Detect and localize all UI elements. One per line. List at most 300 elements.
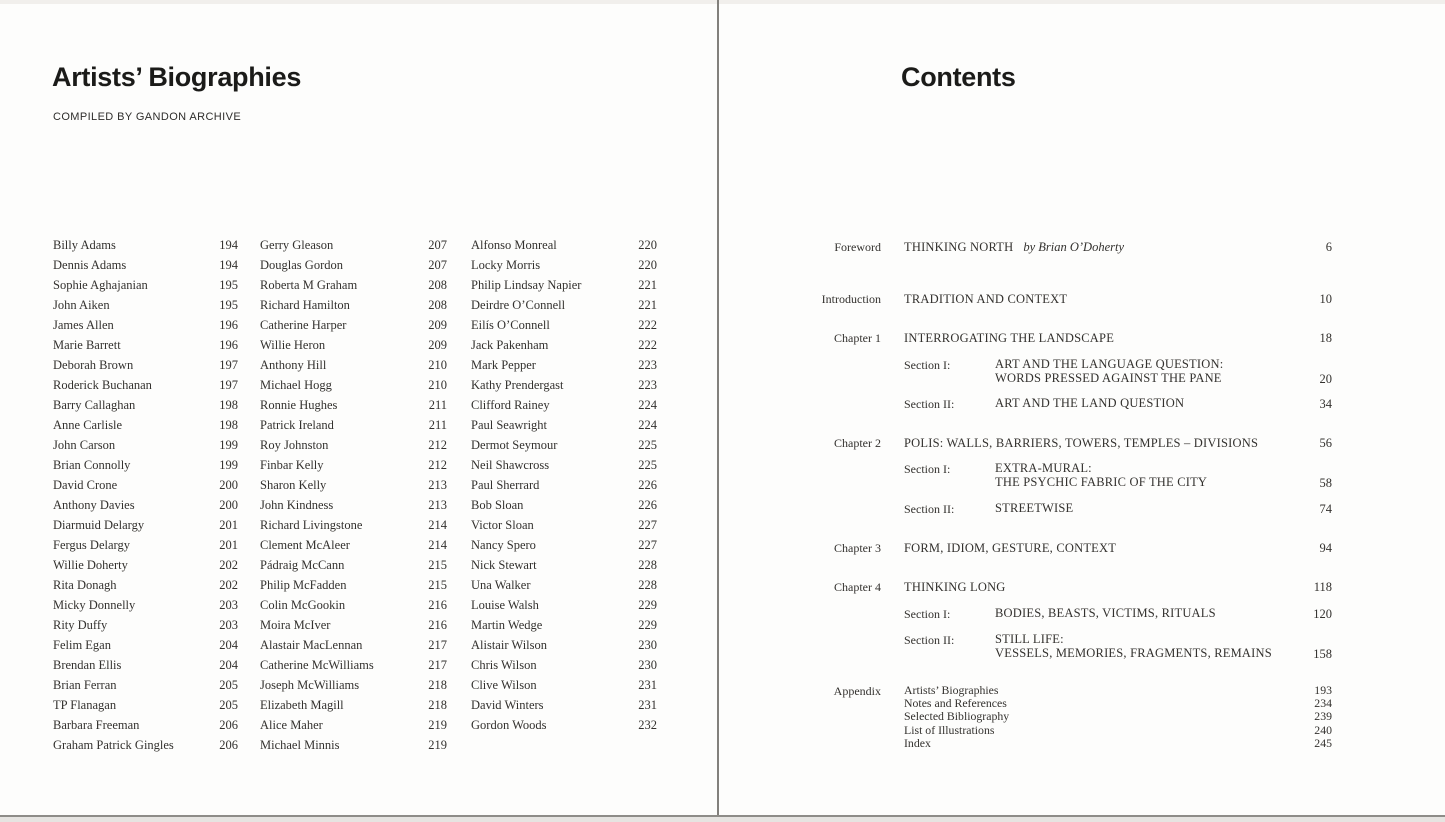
- artist-name: Deborah Brown: [53, 358, 134, 372]
- artist-name: Brian Connolly: [53, 458, 131, 472]
- bio-entry: [53, 718, 238, 738]
- bio-entry: [471, 618, 657, 638]
- appendix-item-title: Selected Bibliography: [904, 709, 1010, 724]
- bio-entry: [53, 438, 238, 458]
- appendix-item-title: Artists’ Biographies: [904, 683, 999, 697]
- artist-page-number: 208: [428, 278, 447, 292]
- bio-entry: [53, 498, 238, 518]
- toc-chapter-title: [904, 541, 1116, 556]
- artist-page-number: 210: [428, 358, 447, 372]
- toc-chapter-label: Foreword: [834, 240, 881, 254]
- artist-page-number: 229: [638, 618, 657, 632]
- bio-entry: [471, 378, 657, 398]
- artist-name: Roy Johnston: [260, 438, 329, 452]
- bio-entry: [260, 258, 447, 278]
- appendix-page-number: 234: [1314, 696, 1332, 711]
- artist-name: John Aiken: [53, 298, 110, 312]
- appendix-item: [904, 724, 1332, 737]
- artist-name: Deirdre O’Connell: [471, 298, 566, 312]
- artist-name: Catherine Harper: [260, 318, 347, 332]
- bio-entry: [53, 258, 238, 278]
- bio-entry: [260, 298, 447, 318]
- bio-entry: [471, 258, 657, 278]
- artist-name: Clive Wilson: [471, 678, 537, 692]
- artist-page-number: 216: [428, 618, 447, 632]
- artist-page-number: 226: [638, 498, 657, 512]
- artist-name: Gerry Gleason: [260, 238, 334, 252]
- artist-name: David Crone: [53, 478, 118, 492]
- bio-entry: [53, 618, 238, 638]
- artist-page-number: 211: [428, 418, 447, 432]
- artist-page-number: 215: [428, 578, 447, 592]
- artist-name: Sophie Aghajanian: [53, 278, 148, 292]
- bio-entry: [260, 478, 447, 498]
- artist-name: Kathy Prendergast: [471, 378, 564, 392]
- toc-section-title: [995, 397, 1184, 411]
- toc-page-number: 118: [1313, 580, 1332, 594]
- toc-chapter-title: [904, 292, 1067, 307]
- toc-chapter-label: Chapter 1: [834, 331, 881, 345]
- artist-page-number: 230: [638, 658, 657, 672]
- artist-name: Sharon Kelly: [260, 478, 327, 492]
- page-title-artists-biographies: Artists’ Biographies: [52, 62, 302, 92]
- bio-entry: [53, 478, 238, 498]
- artist-name: Elizabeth Magill: [260, 698, 344, 712]
- bio-entry: [53, 418, 238, 438]
- appendix-page-number: 245: [1314, 735, 1332, 750]
- artist-name: Una Walker: [471, 578, 531, 592]
- page-edge-top: [0, 0, 1445, 4]
- artist-name: Willie Doherty: [53, 558, 128, 572]
- artist-name: Paul Seawright: [471, 418, 548, 432]
- toc-page-number: 120: [1313, 607, 1332, 621]
- bio-entry: [471, 518, 657, 538]
- artist-name: Brian Ferran: [53, 678, 117, 692]
- artist-page-number: 199: [219, 458, 238, 472]
- artist-name: Finbar Kelly: [260, 458, 324, 472]
- appendix-item-title: List of Illustrations: [904, 722, 995, 737]
- bio-entry: [471, 538, 657, 558]
- appendix-item: [904, 710, 1332, 723]
- bio-entry: [471, 558, 657, 578]
- artist-name: Billy Adams: [53, 238, 116, 252]
- artist-name: Anthony Davies: [53, 498, 135, 512]
- artist-page-number: 227: [638, 518, 657, 532]
- toc-page-number: 158: [1313, 646, 1332, 661]
- appendix-item: [904, 737, 1332, 750]
- artist-name: Neil Shawcross: [471, 458, 550, 472]
- artist-page-number: 228: [638, 578, 657, 592]
- bio-entry: [471, 498, 657, 518]
- artist-name: Martin Wedge: [471, 618, 543, 632]
- artist-page-number: 205: [219, 698, 238, 712]
- artist-page-number: 213: [428, 478, 447, 492]
- artist-page-number: 229: [638, 598, 657, 612]
- toc-title-text: THINKING LONG: [904, 580, 1006, 594]
- toc-page-number: 20: [1319, 371, 1332, 386]
- artist-page-number: 224: [638, 418, 657, 432]
- artist-page-number: 195: [219, 278, 238, 292]
- artist-name: Patrick Ireland: [260, 418, 334, 432]
- artist-page-number: 194: [219, 238, 238, 252]
- toc-page-number: 6: [1325, 240, 1332, 254]
- artist-page-number: 221: [638, 298, 657, 312]
- artist-name: Micky Donnelly: [53, 598, 136, 612]
- artist-name: Barry Callaghan: [53, 398, 136, 412]
- biography-list-column-3: [471, 238, 657, 738]
- toc-section-label: Section I:: [904, 358, 951, 372]
- artist-name: Richard Hamilton: [260, 298, 350, 312]
- artist-name: Locky Morris: [471, 258, 541, 272]
- appendix-page-number: 193: [1314, 683, 1332, 697]
- toc-title-line: BODIES, BEASTS, VICTIMS, RITUALS: [995, 606, 1216, 620]
- artist-page-number: 228: [638, 558, 657, 572]
- bio-entry: [53, 538, 238, 558]
- artist-page-number: 200: [219, 498, 238, 512]
- toc-title-line: ART AND THE LAND QUESTION: [995, 396, 1185, 410]
- biography-list-column-2: [260, 238, 447, 758]
- bio-entry: [471, 478, 657, 498]
- artist-page-number: 198: [219, 418, 238, 432]
- bio-entry: [260, 338, 447, 358]
- bio-entry: [53, 558, 238, 578]
- artist-page-number: 195: [219, 298, 238, 312]
- toc-title-line: STILL LIFE:: [995, 632, 1064, 646]
- bio-entry: [53, 698, 238, 718]
- artist-name: Douglas Gordon: [260, 258, 343, 272]
- artist-page-number: 205: [219, 678, 238, 692]
- biography-list-column-1: [53, 238, 238, 758]
- toc-section-label: Section I:: [904, 462, 951, 476]
- artist-name: Moira McIver: [260, 618, 331, 632]
- toc-page-number: 34: [1319, 397, 1332, 411]
- bio-entry: [53, 318, 238, 338]
- artist-page-number: 197: [219, 358, 238, 372]
- artist-name: Felim Egan: [53, 638, 111, 652]
- bio-entry: [53, 518, 238, 538]
- toc-section-title: [995, 358, 1223, 385]
- artist-page-number: 209: [428, 338, 447, 352]
- artist-name: James Allen: [53, 318, 114, 332]
- artist-page-number: 225: [638, 458, 657, 472]
- toc-section-title: [995, 462, 1207, 489]
- artist-page-number: 199: [219, 438, 238, 452]
- artist-name: Victor Sloan: [471, 518, 534, 532]
- artist-page-number: 213: [428, 498, 447, 512]
- artist-page-number: 225: [638, 438, 657, 452]
- artist-name: Richard Livingstone: [260, 518, 363, 532]
- appendix-items: [904, 684, 1332, 750]
- toc-title-line: VESSELS, MEMORIES, FRAGMENTS, REMAINS: [995, 645, 1272, 660]
- bio-entry: [471, 718, 657, 738]
- artist-page-number: 201: [219, 538, 238, 552]
- artist-page-number: 203: [219, 598, 238, 612]
- toc-section-label: Section II:: [904, 633, 955, 647]
- artist-name: Clement McAleer: [260, 538, 350, 552]
- toc-title-text: THINKING NORTH: [904, 240, 1014, 254]
- artist-page-number: 220: [638, 258, 657, 272]
- artist-name: TP Flanagan: [53, 698, 117, 712]
- artist-page-number: 207: [428, 258, 447, 272]
- artist-page-number: 198: [219, 398, 238, 412]
- bio-entry: [260, 578, 447, 598]
- artist-name: Graham Patrick Gingles: [53, 738, 174, 752]
- toc-chapter-label: Introduction: [821, 292, 881, 306]
- appendix-item-title: Notes and References: [904, 696, 1007, 711]
- artist-page-number: 210: [428, 378, 447, 392]
- artist-name: Michael Minnis: [260, 738, 340, 752]
- artist-name: Roderick Buchanan: [53, 378, 152, 392]
- artist-name: Louise Walsh: [471, 598, 539, 612]
- bio-entry: [53, 338, 238, 358]
- artist-page-number: 206: [219, 738, 238, 752]
- artist-name: Brendan Ellis: [53, 658, 122, 672]
- toc-page-number: 56: [1319, 436, 1332, 450]
- toc-title-line: THE PSYCHIC FABRIC OF THE CITY: [995, 474, 1208, 489]
- artist-name: Fergus Delargy: [53, 538, 130, 552]
- bio-entry: [260, 398, 447, 418]
- bio-entry: [260, 538, 447, 558]
- toc-section-label: Section II:: [904, 397, 955, 411]
- bio-entry: [471, 418, 657, 438]
- artist-page-number: 221: [638, 278, 657, 292]
- artist-name: Diarmuid Delargy: [53, 518, 145, 532]
- appendix-label: Appendix: [833, 684, 881, 698]
- bio-entry: [471, 318, 657, 338]
- artist-page-number: 206: [219, 718, 238, 732]
- bio-entry: [260, 418, 447, 438]
- toc-chapter-title: [904, 580, 1006, 595]
- bio-entry: [260, 378, 447, 398]
- artist-name: Barbara Freeman: [53, 718, 140, 732]
- artist-name: Anne Carlisle: [53, 418, 123, 432]
- page-edge-bottom: [0, 817, 1445, 822]
- artist-page-number: 207: [428, 238, 447, 252]
- artist-page-number: 215: [428, 558, 447, 572]
- artist-page-number: 204: [219, 658, 238, 672]
- toc-page-number: 10: [1319, 292, 1332, 306]
- bio-entry: [260, 598, 447, 618]
- artist-name: Jack Pakenham: [471, 338, 549, 352]
- toc-page-number: 58: [1319, 475, 1332, 490]
- artist-page-number: 196: [219, 338, 238, 352]
- bio-entry: [53, 238, 238, 258]
- artist-page-number: 196: [219, 318, 238, 332]
- toc-chapter-label: Chapter 4: [834, 580, 881, 594]
- bio-entry: [260, 278, 447, 298]
- artist-name: Mark Pepper: [471, 358, 536, 372]
- page-gutter-divider: [717, 0, 719, 822]
- artist-page-number: 218: [428, 678, 447, 692]
- artist-page-number: 224: [638, 398, 657, 412]
- bio-entry: [260, 658, 447, 678]
- bio-entry: [260, 738, 447, 758]
- bio-entry: [471, 398, 657, 418]
- bio-entry: [260, 318, 447, 338]
- artist-page-number: 200: [219, 478, 238, 492]
- toc-title-line: ART AND THE LANGUAGE QUESTION:: [995, 357, 1224, 371]
- bio-entry: [471, 698, 657, 718]
- artist-name: Rity Duffy: [53, 618, 108, 632]
- artist-page-number: 226: [638, 478, 657, 492]
- appendix-page-number: 239: [1314, 709, 1332, 724]
- artist-page-number: 222: [638, 318, 657, 332]
- bio-entry: [471, 638, 657, 658]
- artist-name: Pádraig McCann: [260, 558, 345, 572]
- artist-page-number: 214: [428, 518, 447, 532]
- artist-page-number: 197: [219, 378, 238, 392]
- bio-entry: [471, 598, 657, 618]
- toc-page-number: 18: [1319, 331, 1332, 345]
- bio-entry: [471, 298, 657, 318]
- bio-entry: [53, 458, 238, 478]
- toc-section-label: Section II:: [904, 502, 955, 516]
- bio-entry: [53, 578, 238, 598]
- artist-name: Marie Barrett: [53, 338, 121, 352]
- bio-entry: [53, 738, 238, 758]
- artist-page-number: 212: [428, 438, 447, 452]
- bio-entry: [260, 238, 447, 258]
- bio-entry: [471, 458, 657, 478]
- artist-page-number: 208: [428, 298, 447, 312]
- artist-name: Anthony Hill: [260, 358, 327, 372]
- artist-name: Alistair Wilson: [471, 638, 548, 652]
- bio-entry: [471, 438, 657, 458]
- bio-entry: [260, 458, 447, 478]
- artist-name: Eilís O’Connell: [471, 318, 550, 332]
- toc-chapter-label: Chapter 3: [834, 541, 881, 555]
- page-subtitle: COMPILED BY GANDON ARCHIVE: [53, 111, 242, 123]
- bio-entry: [53, 298, 238, 318]
- artist-page-number: 231: [638, 698, 657, 712]
- bio-entry: [260, 638, 447, 658]
- toc-title-text: POLIS: WALLS, BARRIERS, TOWERS, TEMPLES – DIVISIONS: [904, 436, 1259, 450]
- bio-entry: [260, 438, 447, 458]
- bio-entry: [260, 358, 447, 378]
- bio-entry: [471, 578, 657, 598]
- artist-page-number: 202: [219, 558, 238, 572]
- artist-name: Joseph McWilliams: [260, 678, 360, 692]
- artist-page-number: 204: [219, 638, 238, 652]
- bio-entry: [53, 398, 238, 418]
- artist-name: Clifford Rainey: [471, 398, 550, 412]
- toc-section-label: Section I:: [904, 607, 951, 621]
- toc-section-title: [995, 633, 1272, 660]
- artist-name: Michael Hogg: [260, 378, 332, 392]
- toc-title-line: EXTRA-MURAL:: [995, 461, 1092, 475]
- artist-name: Philip McFadden: [260, 578, 347, 592]
- artist-name: Catherine McWilliams: [260, 658, 374, 672]
- page-title-contents: Contents: [901, 62, 1016, 92]
- artist-page-number: 202: [219, 578, 238, 592]
- bio-entry: [53, 678, 238, 698]
- appendix-item-title: Index: [904, 735, 931, 750]
- artist-page-number: 212: [428, 458, 447, 472]
- toc-chapter-title: [904, 331, 1114, 346]
- artist-name: David Winters: [471, 698, 544, 712]
- artist-page-number: 194: [219, 258, 238, 272]
- toc-title-byline: by Brian O’Doherty: [1023, 240, 1124, 254]
- toc-page-number: 94: [1319, 541, 1332, 555]
- bio-entry: [260, 698, 447, 718]
- bio-entry: [260, 518, 447, 538]
- bio-entry: [53, 378, 238, 398]
- toc-chapter-title: [904, 240, 1124, 255]
- bio-entry: [53, 658, 238, 678]
- artist-name: Rita Donagh: [53, 578, 117, 592]
- artist-name: John Carson: [53, 438, 116, 452]
- artist-page-number: 201: [219, 518, 238, 532]
- artist-page-number: 216: [428, 598, 447, 612]
- bio-entry: [53, 598, 238, 618]
- artist-name: Colin McGookin: [260, 598, 346, 612]
- bio-entry: [260, 498, 447, 518]
- artist-page-number: 227: [638, 538, 657, 552]
- artist-page-number: 230: [638, 638, 657, 652]
- toc-chapter-title: [904, 436, 1258, 451]
- artist-name: Gordon Woods: [471, 718, 547, 732]
- artist-name: Willie Heron: [260, 338, 326, 352]
- artist-page-number: 217: [428, 638, 447, 652]
- bio-entry: [260, 618, 447, 638]
- toc-chapter-label: Chapter 2: [834, 436, 881, 450]
- bio-entry: [53, 278, 238, 298]
- toc-page-number: 74: [1319, 502, 1332, 516]
- bio-entry: [53, 358, 238, 378]
- bio-entry: [260, 678, 447, 698]
- artist-name: Alice Maher: [260, 718, 323, 732]
- bio-entry: [471, 658, 657, 678]
- artist-name: Bob Sloan: [471, 498, 524, 512]
- bio-entry: [471, 278, 657, 298]
- bio-entry: [471, 338, 657, 358]
- artist-name: Dermot Seymour: [471, 438, 558, 452]
- artist-name: Nick Stewart: [471, 558, 537, 572]
- artist-page-number: 231: [638, 678, 657, 692]
- artist-name: John Kindness: [260, 498, 334, 512]
- bio-entry: [53, 638, 238, 658]
- bio-entry: [471, 358, 657, 378]
- toc-title-text: TRADITION AND CONTEXT: [904, 292, 1068, 306]
- toc-title-line: STREETWISE: [995, 501, 1074, 515]
- artist-page-number: 219: [428, 718, 447, 732]
- toc-title-line: WORDS PRESSED AGAINST THE PANE: [995, 370, 1222, 385]
- artist-name: Alastair MacLennan: [260, 638, 363, 652]
- artist-page-number: 220: [638, 238, 657, 252]
- bio-entry: [260, 718, 447, 738]
- toc-section-title: [995, 502, 1073, 516]
- bio-entry: [471, 678, 657, 698]
- artist-page-number: 223: [638, 378, 657, 392]
- artist-page-number: 222: [638, 338, 657, 352]
- artist-page-number: 218: [428, 698, 447, 712]
- toc-section-title: [995, 607, 1216, 621]
- bio-entry: [260, 558, 447, 578]
- artist-name: Philip Lindsay Napier: [471, 278, 582, 292]
- artist-page-number: 211: [428, 398, 447, 412]
- artist-name: Dennis Adams: [53, 258, 127, 272]
- toc-title-text: INTERROGATING THE LANDSCAPE: [904, 331, 1115, 345]
- artist-name: Nancy Spero: [471, 538, 536, 552]
- artist-page-number: 219: [428, 738, 447, 752]
- artist-name: Alfonso Monreal: [471, 238, 557, 252]
- artist-name: Roberta M Graham: [260, 278, 358, 292]
- artist-name: Ronnie Hughes: [260, 398, 338, 412]
- artist-page-number: 214: [428, 538, 447, 552]
- artist-page-number: 209: [428, 318, 447, 332]
- artist-name: Paul Sherrard: [471, 478, 540, 492]
- artist-name: Chris Wilson: [471, 658, 537, 672]
